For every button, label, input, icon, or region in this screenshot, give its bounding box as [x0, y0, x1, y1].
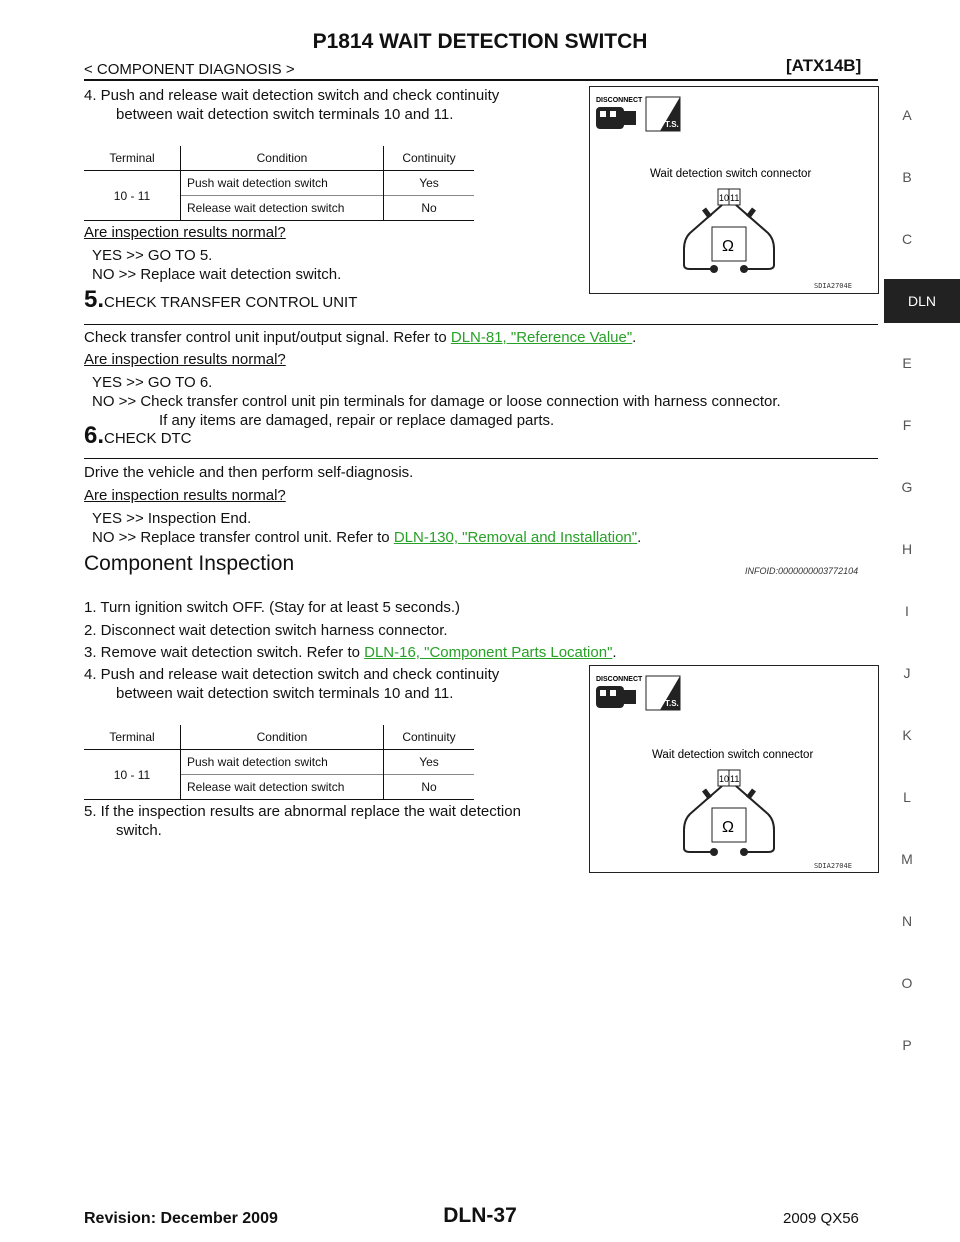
index-letter[interactable]: M	[901, 851, 913, 867]
index-letter[interactable]: F	[902, 417, 912, 433]
page-title: P1814 WAIT DETECTION SWITCH	[312, 30, 648, 53]
breadcrumb: < COMPONENT DIAGNOSIS >	[84, 61, 295, 78]
step-4-text: 4. Push and release wait detection switch and check continuity	[84, 87, 500, 104]
connector-diagram	[590, 87, 878, 293]
table-cell-terminal: 10 - 11	[84, 750, 181, 800]
pin-10: 10	[719, 774, 730, 784]
step-6-heading	[84, 422, 192, 450]
answer-no: NO >> Replace wait detection switch.	[92, 266, 342, 283]
step-4-text-cont: between wait detection switch terminals 10 and 11.	[116, 106, 454, 123]
ts-label: T.S.	[665, 699, 679, 708]
component-step-2: 2. Disconnect wait detection switch harness connector.	[84, 622, 448, 639]
reference-link[interactable]: DLN-16, "Component Parts Location"	[364, 644, 613, 661]
answer-no-cont: If any items are damaged, repair or replace damaged parts.	[159, 412, 555, 429]
component-step-1: 1. Turn ignition switch OFF. (Stay for at least 5 seconds.)	[84, 599, 460, 616]
revision-date: Revision: December 2009	[84, 1210, 278, 1227]
index-letter[interactable]: H	[901, 541, 913, 557]
reference-link[interactable]: DLN-130, "Removal and Installation"	[393, 529, 638, 546]
section-code: [ATX14B]	[786, 56, 862, 75]
connector-label: Wait detection switch connector	[650, 168, 812, 180]
step-5-number: 5.	[84, 286, 105, 313]
table-cell-terminal: 10 - 11	[84, 171, 181, 221]
index-letter[interactable]: G	[901, 479, 913, 495]
pin-11: 11	[730, 193, 740, 203]
index-letter[interactable]: B	[902, 169, 912, 185]
pin-11: 11	[730, 774, 740, 784]
index-letter[interactable]: E	[902, 355, 912, 371]
index-letter[interactable]: C	[901, 231, 913, 247]
page-number: DLN-37	[443, 1204, 517, 1227]
step-5-heading	[84, 286, 357, 314]
component-step-4-cont: between wait detection switch terminals 10 and 11.	[116, 685, 454, 702]
step-6-text: Drive the vehicle and then perform self-diagnosis.	[84, 464, 414, 481]
question: Are inspection results normal?	[84, 351, 286, 368]
question: Are inspection results normal?	[84, 224, 286, 241]
disconnect-label: DISCONNECT	[596, 676, 643, 683]
ohm-symbol: Ω	[722, 819, 734, 836]
component-step-5-cont: switch.	[116, 822, 162, 839]
answer-no: NO >> Check transfer control unit pin terminals for damage or loose connection with harness connector.	[92, 393, 781, 410]
step-5-text: Check transfer control unit input/output signal. Refer to DLN-81, "Reference Value".	[84, 329, 637, 346]
header-rule	[84, 79, 878, 81]
figure-code: SDIA2704E	[814, 282, 852, 290]
connector-figure	[589, 665, 879, 873]
table-header: Continuity	[402, 730, 456, 744]
table-header: Continuity	[402, 151, 456, 165]
table-cell: Yes	[419, 755, 439, 769]
index-letter[interactable]: N	[901, 913, 913, 929]
index-letter[interactable]: O	[901, 975, 913, 991]
model-year: 2009 QX56	[783, 1210, 859, 1227]
index-letter[interactable]: J	[903, 665, 911, 681]
continuity-table	[84, 146, 474, 221]
reference-link[interactable]: DLN-81, "Reference Value"	[450, 329, 633, 346]
component-step-4: 4. Push and release wait detection switch and check continuity	[84, 666, 500, 683]
ohm-symbol: Ω	[722, 238, 734, 255]
step-6-number: 6.	[84, 422, 105, 449]
section-heading: Component Inspection	[84, 552, 295, 575]
step-rule	[84, 324, 878, 325]
answer-yes: YES >> GO TO 5.	[92, 247, 213, 264]
index-letter[interactable]: L	[903, 789, 911, 805]
table-header: Terminal	[84, 725, 181, 750]
figure-code: SDIA2704E	[814, 862, 852, 870]
step-5-title: CHECK TRANSFER CONTROL UNIT	[104, 294, 358, 311]
index-letter[interactable]: A	[902, 107, 912, 123]
ts-label: T.S.	[665, 120, 679, 129]
disconnect-icon	[596, 107, 636, 129]
table-cell: Yes	[419, 176, 439, 190]
connector-label: Wait detection switch connector	[652, 749, 814, 761]
index-letter[interactable]: I	[905, 603, 909, 619]
table-cell: No	[421, 780, 437, 794]
table-cell: Push wait detection switch	[181, 171, 384, 196]
answer-yes: YES >> Inspection End.	[92, 510, 252, 527]
table-header: Condition	[181, 146, 384, 171]
table-cell: Release wait detection switch	[181, 196, 384, 221]
index-active-section[interactable]: DLN	[884, 279, 960, 323]
connector-diagram	[590, 666, 878, 872]
index-letter[interactable]: P	[902, 1037, 912, 1053]
table-cell: Release wait detection switch	[181, 775, 384, 800]
table-header: Terminal	[84, 146, 181, 171]
connector-figure	[589, 86, 879, 294]
component-step-5: 5. If the inspection results are abnormal replace the wait detection	[84, 803, 521, 820]
table-cell: Push wait detection switch	[181, 750, 384, 775]
pin-10: 10	[719, 193, 730, 203]
step-rule	[84, 458, 878, 459]
question: Are inspection results normal?	[84, 487, 286, 504]
answer-no: NO >> Replace transfer control unit. Refer to DLN-130, "Removal and Installation".	[92, 529, 642, 546]
disconnect-label: DISCONNECT	[596, 97, 643, 104]
index-letter[interactable]: K	[902, 727, 912, 743]
disconnect-icon	[596, 686, 636, 708]
step-6-title: CHECK DTC	[104, 430, 192, 447]
table-cell: No	[421, 201, 437, 215]
table-header: Condition	[181, 725, 384, 750]
component-step-3: 3. Remove wait detection switch. Refer to DLN-16, "Component Parts Location".	[84, 644, 617, 661]
continuity-table	[84, 725, 474, 800]
info-id: INFOID:0000000003772104	[745, 566, 859, 576]
answer-yes: YES >> GO TO 6.	[92, 374, 213, 391]
